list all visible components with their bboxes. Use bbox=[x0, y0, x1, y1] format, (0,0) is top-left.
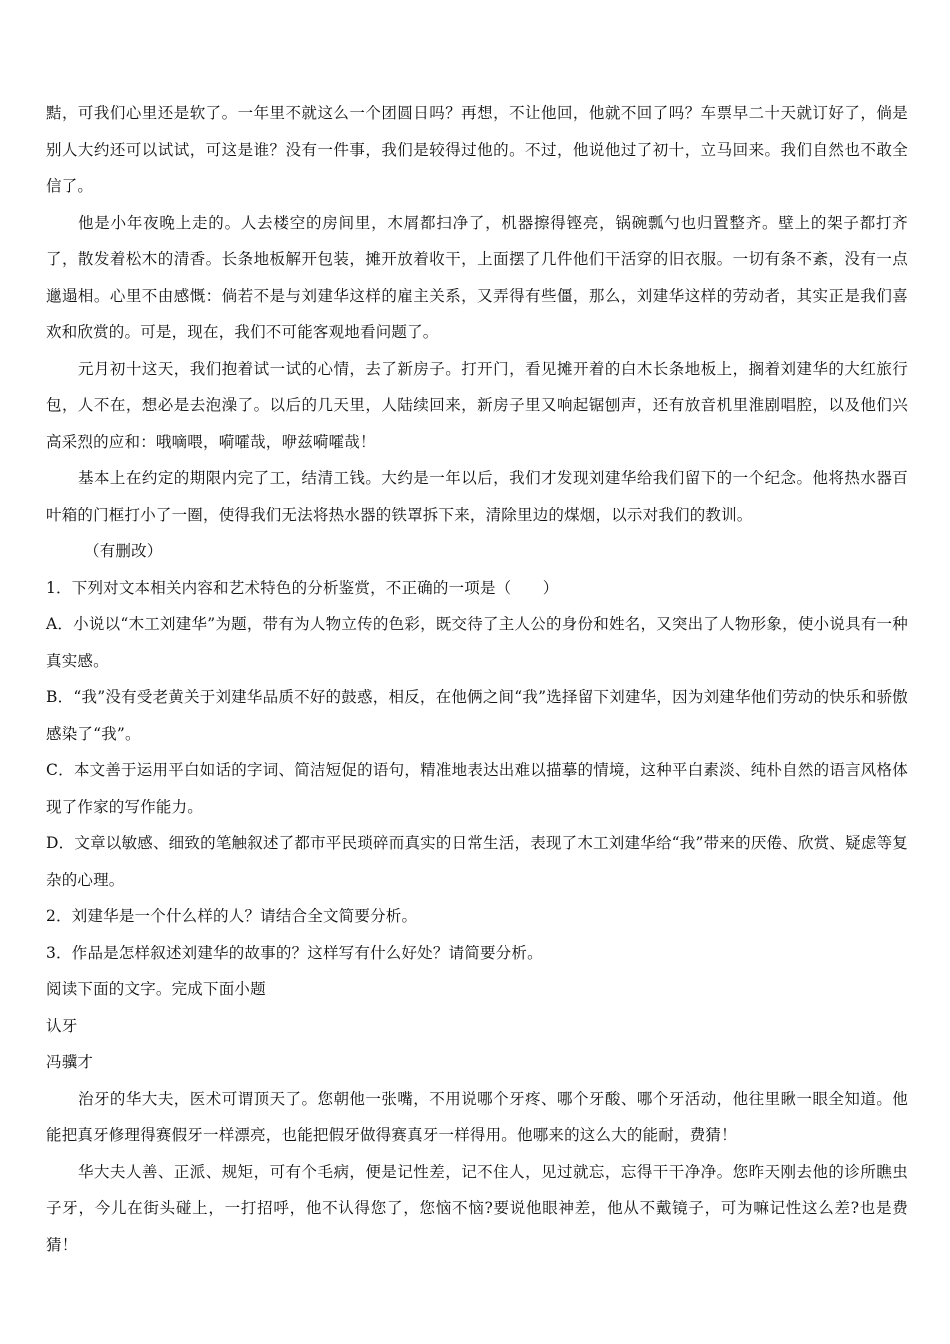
option-c: C．本文善于运用平白如话的字词、简洁短促的语句，精准地表达出难以描摹的情境，这种平白素淡、纯朴自然的语言风格体现了作家的写作能力。 bbox=[46, 761, 908, 816]
passage2-title: 认牙 bbox=[46, 1016, 78, 1035]
passage2-paragraph: 华大夫人善、正派、规矩，可有个毛病，便是记性差，记不住人，见过就忘，忘得干干净净。您昨天刚去他的诊所瞧虫子牙，今儿在街头碰上，一打招呼，他不认得您了，您恼不恼?要说他眼神差，他从不戴镜子，可为嘛记性这么差?也是费猜！ bbox=[46, 1162, 908, 1254]
passage2-author: 冯骥才 bbox=[46, 1053, 94, 1071]
passage2-intro: 阅读下面的文字。完成下面小题 bbox=[46, 980, 266, 998]
question-2: 2．刘建华是一个什么样的人？请结合全文简要分析。 bbox=[46, 907, 418, 925]
passage1-paragraph: 他是小年夜晚上走的。人去楼空的房间里，木屑都扫净了，机器擦得铿亮，锅碗瓢勺也归置整齐。壁上的架子都打齐了，散发着松木的清香。长条地板解开包装，摊开放着收干，上面摆了几件他们干活穿的旧衣服。一切有条不紊，没有一点邋遢相。心里不由感慨：倘若不是与刘建华这样的雇主关系，又弄得有些僵，那么，刘建华这样的劳动者，其实正是我们喜欢和欣赏的。可是，现在，我们不可能客观地看问题了。 bbox=[46, 213, 908, 341]
option-d: D．文章以敏感、细致的笔触叙述了都市平民琐碎而真实的日常生活，表现了木工刘建华给“我”带来的厌倦、欣赏、疑虑等复杂的心理。 bbox=[46, 834, 908, 889]
passage1-paragraph: 元月初十这天，我们抱着试一试的心情，去了新房子。打开门，看见摊开着的白木长条地板上，搁着刘建华的大红旅行包，人不在，想必是去泡澡了。以后的几天里，人陆续回来，新房子里又响起锯刨声，还有放音机里淮剧唱腔，以及他们兴高采烈的应和：哦嘀喂，嗬嚯哉，咿兹嗬嚯哉！ bbox=[46, 359, 908, 451]
passage2-paragraph: 治牙的华大夫，医术可谓顶天了。您朝他一张嘴，不用说哪个牙疼、哪个牙酸、哪个牙活动，他往里瞅一眼全知道。他能把真牙修理得赛假牙一样漂亮，也能把假牙做得赛真牙一样得用。他哪来的这么大的能耐，费猜！ bbox=[46, 1089, 908, 1144]
question-1: 1．下列对文本相关内容和艺术特色的分析鉴赏，不正确的一项是（ ） bbox=[46, 578, 559, 597]
passage1-paragraph: 基本上在约定的期限内完了工，结清工钱。大约是一年以后，我们才发现刘建华给我们留下的一个纪念。他将热水器百叶箱的门框打小了一圈，使得我们无法将热水器的铁罩拆下来，清除里边的煤烟，以示对我们的教训。 bbox=[46, 469, 908, 524]
question-3: 3．作品是怎样叙述刘建华的故事的？这样写有什么好处？请简要分析。 bbox=[46, 943, 543, 962]
document-body bbox=[46, 95, 908, 1263]
option-a: A．小说以“木工刘建华”为题，带有为人物立传的色彩，既交待了主人公的身份和姓名，又突出了人物形象，使小说具有一种真实感。 bbox=[46, 615, 908, 670]
passage1-paragraph: 黠，可我们心里还是软了。一年里不就这么一个团圆日吗？再想，不让他回，他就不回了吗？车票早二十天就订好了，倘是别人大约还可以试试，可这是谁？没有一件事，我们是较得过他的。不过，他说他过了初十，立马回来。我们自然也不敢全信了。 bbox=[46, 104, 908, 195]
revision-note: （有删改） bbox=[84, 542, 163, 560]
option-b: B．“我”没有受老黄关于刘建华品质不好的鼓惑，相反，在他俩之间“我”选择留下刘建华，因为刘建华他们劳动的快乐和骄傲感染了“我”。 bbox=[46, 688, 908, 743]
